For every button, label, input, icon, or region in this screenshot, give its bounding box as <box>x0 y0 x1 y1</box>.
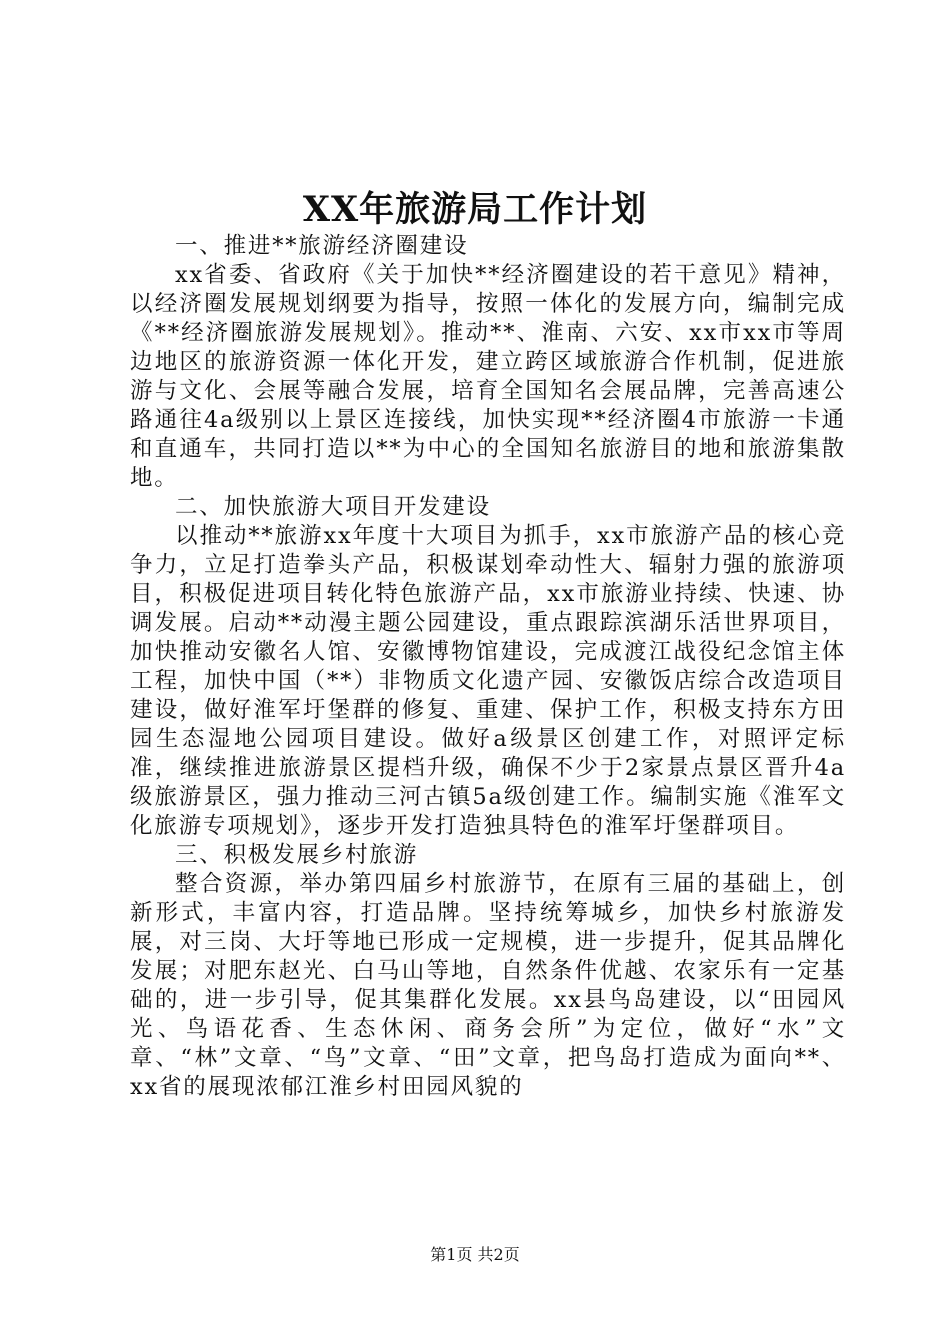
section-paragraph-1: xx省委、省政府《关于加快**经济圈建设的若干意见》精神，以经济圈发展规划纲要为指导，按照一体化的发展方向，编制完成《**经济圈旅游发展规划》。推动**、淮南、六安、xx市xx市等周边地区的旅游资源一体化开发，建立跨区域旅游合作机制，促进旅游与文化、会展等融合发展，培育全国知名会展品牌，完善高速公路通往4a级别以上景区连接线，加快实现**经济圈4市旅游一卡通和直通车，共同打造以**为中心的全国知名旅游目的地和旅游集散地。 <box>130 262 846 491</box>
section-heading-3: 三、积极发展乡村旅游 <box>175 842 419 868</box>
document-body <box>130 232 846 1102</box>
document-title: XX年旅游局工作计划 <box>302 189 648 230</box>
page-footer: 第1页 共2页 <box>430 1245 520 1264</box>
section-heading-2: 二、加快旅游大项目开发建设 <box>175 494 491 520</box>
section-paragraph-2: 以推动**旅游xx年度十大项目为抓手，xx市旅游产品的核心竞争力，立足打造拳头产品，积极谋划牵动性大、辐射力强的旅游项目，积极促进项目转化特色旅游产品，xx市旅游业持续、快速、协调发展。启动**动漫主题公园建设，重点跟踪滨湖乐活世界项目，加快推动安徽名人馆、安徽博物馆建设，完成渡江战役纪念馆主体工程，加快中国（**）非物质文化遗产园、安徽饭店综合改造项目建设，做好淮军圩堡群的修复、重建、保护工作，积极支持东方田园生态湿地公园项目建设。做好a级景区创建工作，对照评定标准，继续推进旅游景区提档升级，确保不少于2家景点景区晋升4a级旅游景区，强力推动三河古镇5a级创建工作。编制实施《淮军文化旅游专项规划》，逐步开发打造独具特色的淮军圩堡群项目。 <box>130 523 846 839</box>
section-heading-1: 一、推进**旅游经济圈建设 <box>175 233 469 259</box>
section-paragraph-3: 整合资源，举办第四届乡村旅游节，在原有三届的基础上，创新形式，丰富内容，打造品牌。坚持统筹城乡，加快乡村旅游发展，对三岗、大圩等地已形成一定规模，进一步提升，促其品牌化发展；对肥东赵光、白马山等地，自然条件优越、农家乐有一定基础的，进一步引导，促其集群化发展。xx县鸟岛建设，以“田园风光、鸟语花香、生态休闲、商务会所”为定位，做好“水”文章、“林”文章、“鸟”文章、“田”文章，把鸟岛打造成为面向**、xx省的展现浓郁江淮乡村田园风貌的 <box>130 871 846 1100</box>
